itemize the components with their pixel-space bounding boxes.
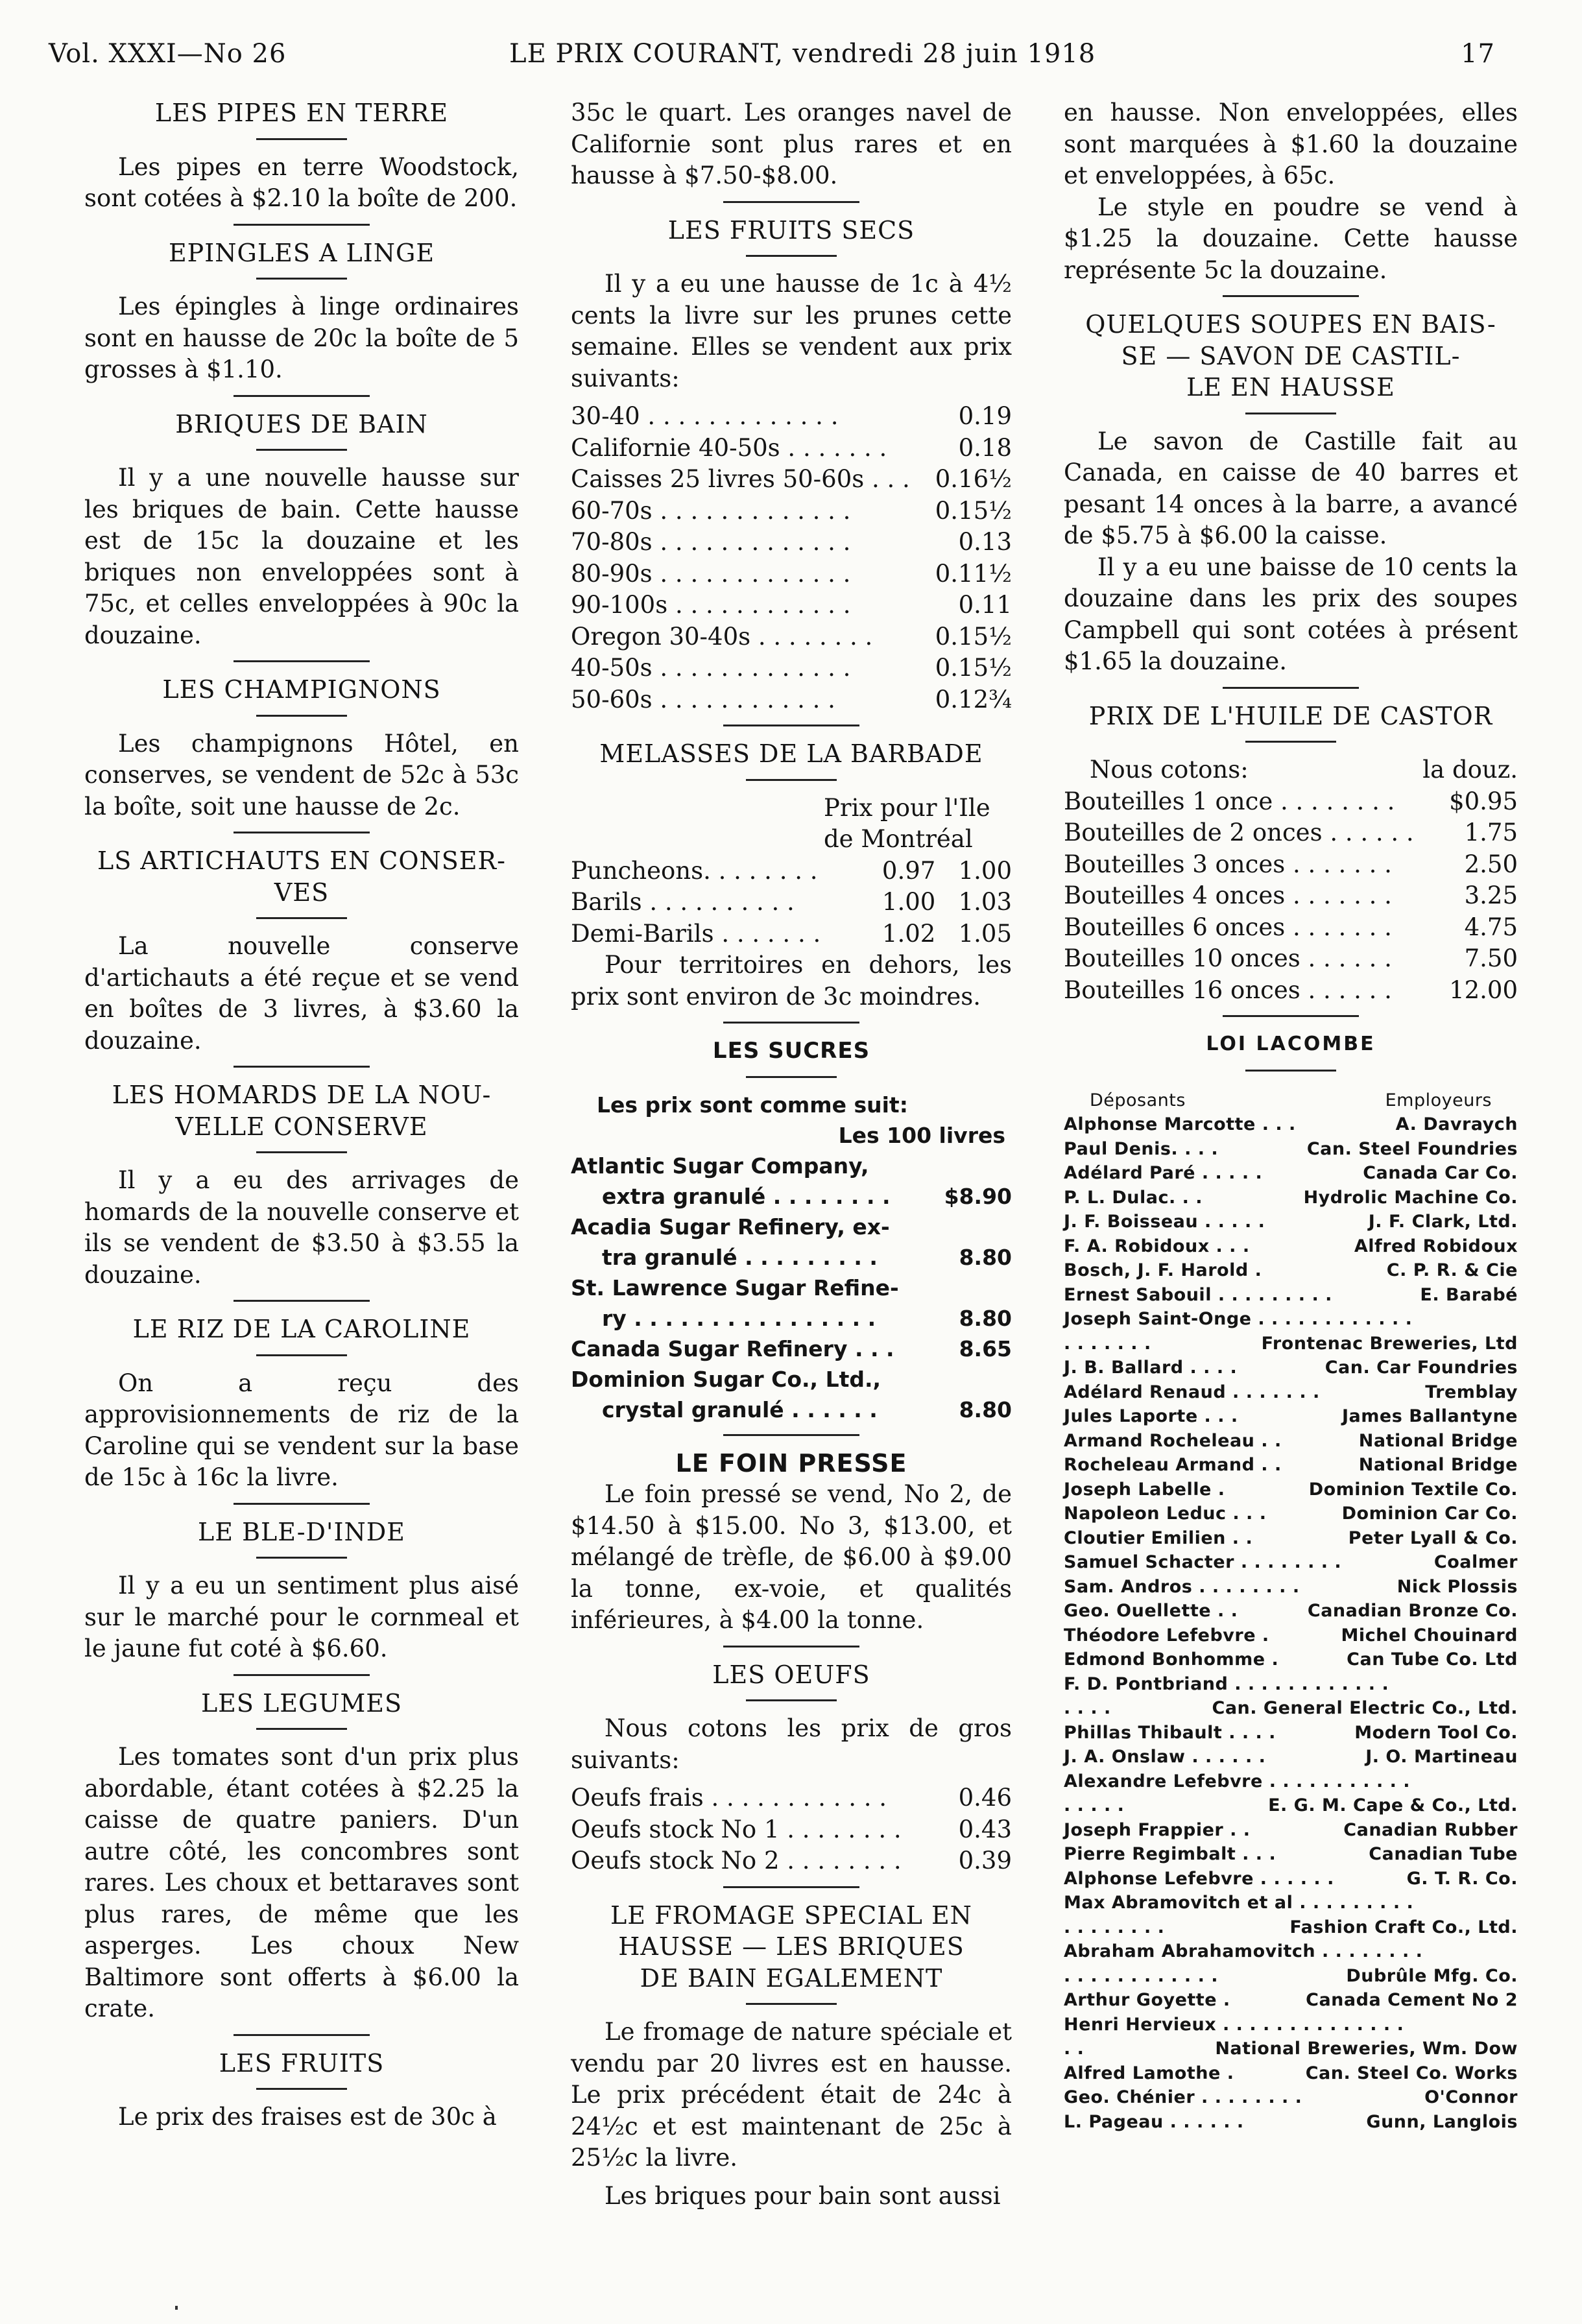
list-item <box>1064 1356 1518 1380</box>
divider <box>256 1728 347 1730</box>
employer-name: Fashion Craft Co., Ltd. <box>1289 1917 1518 1937</box>
list-item <box>1064 1453 1518 1478</box>
section-title: LES OEUFS <box>712 1660 870 1689</box>
depositor-name: J. B. Ballard . . . . <box>1064 1358 1238 1378</box>
divider <box>1245 741 1336 743</box>
list-item <box>1064 1112 1518 1137</box>
section-title: LE BLE-D'INDE <box>198 1517 405 1546</box>
price-row: Bouteilles 4 onces . . . . . . . 3.25 <box>1064 881 1518 909</box>
depositor-name: Bosch, J. F. Harold . <box>1064 1260 1262 1280</box>
article-text: Le fromage de nature spéciale et vendu par 20 livres est en hausse. Le prix précédent était de 24c à 24½c et est maintenant de 25c à 25½c la livre. <box>571 2018 1012 2172</box>
divider <box>746 255 837 257</box>
price-row: Bouteilles de 2 onces . . . . . . 1.75 <box>1064 819 1518 846</box>
depositor-name: Alphonse Lefebvre . . . . . . <box>1064 1868 1334 1889</box>
depositor-name: . . . . . . . <box>1064 1333 1151 1354</box>
employer-name: Canada Cement No 2 <box>1306 1990 1518 2010</box>
article-text: Pour territoires en dehors, les prix sont environ de 3c moindres. <box>571 951 1012 1011</box>
divider <box>1223 295 1359 297</box>
price-row: 80-90s . . . . . . . . . . . . . 0.11½ <box>571 559 1012 588</box>
divider <box>723 1434 859 1436</box>
depositor-name: . . . . <box>1064 1698 1111 1718</box>
divider <box>746 779 837 781</box>
lacombe-list <box>1064 1088 1518 2135</box>
employer-name: National Bridge <box>1358 1430 1518 1451</box>
divider <box>234 2034 370 2036</box>
depositor-name: Joseph Saint-Onge . . . . . . . . . . . . <box>1064 1309 1413 1329</box>
page-header <box>49 39 1495 80</box>
employer-name: Can Tube Co. Ltd <box>1347 1649 1518 1670</box>
divider <box>1245 1070 1336 1072</box>
employer-name: Can. Steel Co. Works <box>1305 2063 1518 2083</box>
article-text: Il y a eu une baisse de 10 cents la douzaine dans les prix des soupes Campbell qui sont cotées à présent $1.65 la douzaine. <box>1064 553 1518 675</box>
divider <box>723 1886 859 1888</box>
section-title: LE EN HAUSSE <box>1186 373 1395 401</box>
list-item <box>1064 1599 1518 1623</box>
divider <box>234 1503 370 1505</box>
employer-name: Frontenac Breweries, Ltd <box>1261 1333 1518 1354</box>
depositor-name: Samuel Schacter . . . . . . . . <box>1064 1552 1342 1572</box>
list-item <box>1064 1623 1518 1648</box>
price-row: Bouteilles 10 onces . . . . . . 7.50 <box>1064 944 1518 972</box>
section-title: DE BAIN EGALEMENT <box>640 1963 943 1993</box>
list-item <box>1064 1842 1518 1867</box>
divider <box>256 917 347 919</box>
depositor-name: Rocheleau Armand . . <box>1064 1455 1282 1475</box>
list-item <box>1064 1769 1518 1794</box>
section-title: LES PIPES EN TERRE <box>154 99 449 127</box>
employer-name: Canadian Tube <box>1369 1844 1518 1864</box>
price-row: Oeufs stock No 1 . . . . . . . . 0.43 <box>571 1815 1012 1843</box>
employer-name: Canada Car Co. <box>1363 1163 1518 1183</box>
depositor-name: Alphonse Marcotte . . . <box>1064 1114 1296 1134</box>
divider <box>256 715 347 717</box>
divider <box>256 1354 347 1356</box>
price-row: Bouteilles 1 once . . . . . . . . $0.95 <box>1064 787 1518 815</box>
list-item <box>1064 1793 1518 1818</box>
list-item <box>1064 1575 1518 1599</box>
list-item <box>1064 1647 1518 1672</box>
employer-name: E. G. M. Cape & Co., Ltd. <box>1268 1795 1518 1815</box>
depositor-name: P. L. Dulac. . . <box>1064 1187 1203 1208</box>
column-2 <box>571 97 1012 2212</box>
employer-name: O'Connor <box>1424 2087 1518 2107</box>
divider <box>256 138 347 140</box>
divider <box>723 1022 859 1024</box>
section-title: LE FROMAGE SPECIAL EN <box>610 1900 972 1930</box>
depositor-name: Arthur Goyette . <box>1064 1990 1230 2010</box>
depositor-name: Edmond Bonhomme . <box>1064 1649 1279 1670</box>
section-title: LES HOMARDS DE LA NOU- <box>112 1081 492 1109</box>
depositor-name: Jules Laporte . . . <box>1064 1406 1238 1426</box>
divider <box>746 1076 837 1078</box>
depositor-name: Geo. Chénier . . . . . . . . <box>1064 2087 1302 2107</box>
divider <box>234 224 370 226</box>
publication-title: LE PRIX COURANT, vendredi 28 juin 1918 <box>509 39 1096 69</box>
depositor-name: Paul Denis. . . . <box>1064 1138 1219 1159</box>
section-title: LE FOIN PRESSE <box>675 1448 907 1478</box>
employer-name: Dominion Textile Co. <box>1308 1479 1518 1500</box>
article-text: 35c le quart. Les oranges navel de Californie sont plus rares et en hausse à $7.50-$8.00. <box>571 99 1012 189</box>
section-title: LES FRUITS SECS <box>667 215 915 245</box>
depositor-name: Adélard Renaud . . . . . . . <box>1064 1382 1320 1402</box>
list-item <box>1064 1867 1518 1891</box>
eggs-price-list <box>571 1782 1012 1877</box>
divider <box>256 449 347 451</box>
price-row: Caisses 25 livres 50-60s . . . 0.16½ <box>571 465 1012 493</box>
list-item <box>1064 1502 1518 1526</box>
depositor-name: Geo. Ouellette . . <box>1064 1601 1238 1621</box>
price-row: Oeufs stock No 2 . . . . . . . . 0.39 <box>571 1847 1012 1875</box>
divider <box>723 1646 859 1647</box>
list-item <box>1064 1721 1518 1745</box>
divider <box>256 2088 347 2090</box>
employer-name: Tremblay <box>1425 1382 1518 1402</box>
list-item <box>1064 1988 1518 2013</box>
list-item <box>1064 1307 1518 1332</box>
price-row: Bouteilles 16 onces . . . . . . 12.00 <box>1064 976 1518 1004</box>
employer-name: Hydrolic Machine Co. <box>1303 1187 1518 1208</box>
list-item <box>1064 2037 1518 2061</box>
list-item <box>1064 1672 1518 1697</box>
castor-oil-price-list <box>1064 786 1518 1007</box>
price-row: Oeufs frais . . . . . . . . . . . . 0.46 <box>571 1784 1012 1812</box>
list-item <box>1064 2085 1518 2110</box>
section-title: PRIX DE L'HUILE DE CASTOR <box>1088 701 1493 730</box>
depositor-name: Armand Rocheleau . . <box>1064 1430 1282 1451</box>
print-mark <box>175 2306 178 2310</box>
table-heading: Nous cotons: la douz. <box>1090 756 1518 784</box>
section-title: LES FRUITS <box>219 2048 385 2078</box>
employer-name: E. Barabé <box>1420 1284 1518 1305</box>
list-item <box>1064 1526 1518 1551</box>
price-row: 40-50s . . . . . . . . . . . . . 0.15½ <box>571 654 1012 682</box>
page-number: 17 <box>1461 39 1495 69</box>
section-title: VELLE CONSERVE <box>175 1112 428 1141</box>
employer-name: G. T. R. Co. <box>1406 1868 1518 1889</box>
divider <box>234 832 370 833</box>
divider <box>256 1151 347 1153</box>
list-item <box>1064 1210 1518 1234</box>
divider <box>234 660 370 662</box>
price-row: Californie 40-50s . . . . . . . 0.18 <box>571 433 1012 462</box>
list-item <box>1064 1429 1518 1454</box>
employer-name: Can. Steel Foundries <box>1306 1138 1518 1159</box>
price-row: 50-60s . . . . . . . . . . . . 0.12¾ <box>571 685 1012 713</box>
depositor-name: Max Abramovitch et al . . . . . . . . . <box>1064 1893 1414 1913</box>
depositor-name: Ernest Sabouil . . . . . . . . . <box>1064 1284 1332 1305</box>
depositor-name: F. D. Pontbriand . . . . . . . . . . . . <box>1064 1673 1389 1694</box>
employer-name: A. Davraych <box>1395 1114 1518 1134</box>
list-item <box>1064 1234 1518 1259</box>
list-item <box>1064 1137 1518 1162</box>
price-row: 60-70s . . . . . . . . . . . . . 0.15½ <box>571 496 1012 525</box>
list-item <box>1064 1939 1518 1964</box>
depositor-name: Phillas Thibault . . . . <box>1064 1722 1276 1743</box>
list-item <box>1064 1404 1518 1429</box>
employer-name: Can. Car Foundries <box>1324 1358 1518 1378</box>
section-title: HAUSSE — LES BRIQUES <box>618 1932 965 1961</box>
list-item <box>1064 1696 1518 1721</box>
list-item <box>1064 1745 1518 1769</box>
employer-name: Michel Chouinard <box>1341 1625 1518 1646</box>
column-3 <box>1064 97 1518 2134</box>
article-text: Il y a eu des arrivages de homards de la nouvelle conserve et ils se vendent de $3.50 à $3.55 la douzaine. <box>84 1166 519 1289</box>
section-title: LES LEGUMES <box>200 1688 403 1718</box>
article-text: Les briques pour bain sont aussi <box>605 2181 1001 2210</box>
list-item <box>1064 1818 1518 1843</box>
employer-name: Modern Tool Co. <box>1354 1722 1518 1743</box>
employer-name: National Bridge <box>1358 1455 1518 1475</box>
price-row: Bouteilles 6 onces . . . . . . . 4.75 <box>1064 913 1518 941</box>
section-title: EPINGLES A LINGE <box>168 238 435 267</box>
depositor-name: Pierre Regimbalt . . . <box>1064 1844 1276 1864</box>
depositor-name: Alfred Lamothe . <box>1064 2063 1234 2083</box>
article-text: Il y a une nouvelle hausse sur les briques de bain. Cette hausse est de 15c la douzaine et les briques non enveloppées sont à 75c, et celles enveloppées à 90c la douzaine. <box>84 464 519 649</box>
list-item <box>1064 1550 1518 1575</box>
employer-name: Nick Plossis <box>1396 1576 1518 1597</box>
employer-name: National Breweries, Wm. Dow <box>1215 2039 1518 2059</box>
price-row: Barils . . . . . . . . . . 1.00 1.03 <box>571 888 1012 916</box>
list-item <box>1064 1161 1518 1186</box>
list-item <box>1064 2110 1518 2135</box>
section-title: LES SUCRES <box>712 1038 870 1064</box>
article-text: Il y a eu un sentiment plus aisé sur le marché pour le cornmeal et le jaune fut coté à $6.60. <box>84 1572 519 1662</box>
employer-name: Dubrûle Mfg. Co. <box>1346 1965 1518 1986</box>
column-1 <box>84 97 519 2140</box>
depositor-name: L. Pageau . . . . . . <box>1064 2111 1244 2132</box>
depositor-name: F. A. Robidoux . . . <box>1064 1236 1250 1256</box>
article-text: Le prix des fraises est de 30c à <box>118 2103 497 2131</box>
article-text: Il y a eu une hausse de 1c à 4½ cents la livre sur les prunes cette semaine. Elles se vendent aux prix suivants: <box>571 270 1012 392</box>
depositor-name: Alexandre Lefebvre . . . . . . . . . . . <box>1064 1771 1411 1791</box>
price-row: Bouteilles 3 onces . . . . . . . 2.50 <box>1064 850 1518 878</box>
volume-number: Vol. XXXI—No 26 <box>49 39 287 69</box>
price-row: Demi-Barils . . . . . . . 1.02 1.05 <box>571 919 1012 948</box>
depositor-name: . . . . . <box>1064 1795 1125 1815</box>
employer-name: Canadian Bronze Co. <box>1307 1601 1518 1621</box>
depositor-name: Théodore Lefebvre . <box>1064 1625 1269 1646</box>
employer-name: J. F. Clark, Ltd. <box>1368 1212 1518 1232</box>
divider <box>746 1699 837 1701</box>
depositor-name: Adélard Paré . . . . . <box>1064 1163 1263 1183</box>
divider <box>234 395 370 397</box>
employer-name: Alfred Robidoux <box>1354 1236 1518 1256</box>
price-row: Oregon 30-40s . . . . . . . . 0.15½ <box>571 622 1012 651</box>
price-row: 90-100s . . . . . . . . . . . . 0.11 <box>571 591 1012 619</box>
article-text: Les tomates sont d'un prix plus abordable, étant cotées à $2.25 la caisse de quatre paniers. D'un autre côté, les concombres sont rares. Les choux et bettaraves sont plus rares, de même que les asperges. Les choux New Baltimore sont offerts à $6.00 la crate. <box>84 1743 519 2022</box>
depositor-name: Joseph Frappier . . <box>1064 1819 1251 1840</box>
section-title: LOI LACOMBE <box>1206 1033 1376 1055</box>
article-text: On a reçu des approvisionnements de riz de la Caroline qui se vendent sur la base de 15c à 16c la livre. <box>84 1369 519 1491</box>
section-title: BRIQUES DE BAIN <box>175 409 428 438</box>
article-text: La nouvelle conserve d'artichauts a été reçue et se vend en boîtes de 3 livres, à $3.60 la douzaine. <box>84 932 519 1055</box>
depositor-name: . . . . . . . . . . . . <box>1064 1965 1218 1986</box>
employer-name: James Ballantyne <box>1342 1406 1518 1426</box>
divider <box>723 201 859 203</box>
list-item <box>1064 1891 1518 1915</box>
divider <box>1223 1015 1359 1017</box>
list-item <box>1064 1186 1518 1210</box>
employer-name: Peter Lyall & Co. <box>1348 1527 1518 1548</box>
divider <box>1223 687 1359 689</box>
divider <box>234 1674 370 1676</box>
depositor-name: Henri Hervieux . . . . . . . . . . . . . . <box>1064 2014 1404 2035</box>
divider <box>1245 413 1336 414</box>
list-item <box>1064 1332 1518 1356</box>
list-item <box>1064 2061 1518 2086</box>
list-item <box>1064 1915 1518 1940</box>
depositor-name: J. A. Onslaw . . . . . . <box>1064 1747 1266 1767</box>
section-title: LS ARTICHAUTS EN CONSER- <box>97 846 506 875</box>
prunes-price-list <box>571 401 1012 715</box>
depositor-name: Napoleon Leduc . . . <box>1064 1503 1267 1524</box>
depositor-name: Sam. Andros . . . . . . . . <box>1064 1576 1300 1597</box>
article-text: Les pipes en terre Woodstock, sont cotées à $2.10 la boîte de 200. <box>84 152 519 212</box>
list-heading: Déposants Employeurs <box>1090 1090 1492 1110</box>
section-title: QUELQUES SOUPES EN BAIS- <box>1085 310 1496 339</box>
employer-name: Dominion Car Co. <box>1341 1503 1518 1524</box>
article-text: Le foin pressé se vend, No 2, de $14.50 à $15.00. No 3, $13.00, et mélangé de trèfle, de $6.00 à $9.00 la tonne, ex-voie, et qualités inférieures, à $4.00 la tonne. <box>571 1480 1012 1634</box>
depositor-name: Joseph Labelle . <box>1064 1479 1225 1500</box>
employer-name: J. O. Martineau <box>1365 1747 1518 1767</box>
price-row: 30-40 . . . . . . . . . . . . . 0.19 <box>571 402 1012 430</box>
divider <box>234 1066 370 1068</box>
list-item <box>1064 1478 1518 1502</box>
divider <box>723 725 859 726</box>
section-title: LE RIZ DE LA CAROLINE <box>132 1315 471 1343</box>
list-item <box>1064 1258 1518 1283</box>
depositor-name: Cloutier Emilien . . <box>1064 1527 1253 1548</box>
depositor-name: Abraham Abrahamovitch . . . . . . . . <box>1064 1941 1423 1961</box>
article-text: Nous cotons les prix de gros suivants: <box>571 1714 1012 1774</box>
list-item <box>1064 1380 1518 1405</box>
section-title: VES <box>274 878 330 907</box>
price-row: Puncheons. . . . . . . . 0.97 1.00 <box>571 856 1012 885</box>
article-text: Les champignons Hôtel, en conserves, se vendent de 52c à 53c la boîte, soit une hausse de 2c. <box>84 729 519 821</box>
list-item <box>1064 1283 1518 1308</box>
melasses-price-list <box>571 856 1012 950</box>
divider <box>256 278 347 280</box>
table-heading: Prix pour l'Ile de Montréal <box>824 793 990 853</box>
employer-name: Can. General Electric Co., Ltd. <box>1212 1698 1518 1718</box>
article-text: Le savon de Castille fait au Canada, en caisse de 40 barres et pesant 14 onces à la barre, a avancé de $5.75 à $6.00 la caisse. <box>1064 427 1518 549</box>
article-text: Les épingles à linge ordinaires sont en hausse de 20c la boîte de 5 grosses à $1.10. <box>84 293 519 383</box>
depositor-name: . . <box>1064 2039 1085 2059</box>
list-item <box>1064 1964 1518 1989</box>
divider <box>234 1300 370 1302</box>
employer-name: Canadian Rubber <box>1343 1819 1518 1840</box>
article-text: Le style en poudre se vend à $1.25 la douzaine. Cette hausse représente 5c la douzaine. <box>1064 193 1518 284</box>
employer-name: Coalmer <box>1433 1552 1518 1572</box>
article-text: en hausse. Non enveloppées, elles sont marquées à $1.60 la douzaine et enveloppées, à 65c. <box>1064 99 1518 189</box>
sugar-price-list: Les prix sont comme suit: Les 100 livres Atlantic Sugar Company, extra granulé . . . . . . . . $8.90 Acadia Sugar Refinery, ex- tra granulé . . . . . . . . . 8.80 St. Lawrence Sugar Refine- ry . . . . . . . . . . . . . . . . 8.80 Canada Sugar Refinery . . . 8.65 Dominion Sugar Co., Ltd., crystal granulé . . . . . . 8.80 <box>571 1092 1012 1422</box>
section-title: MELASSES DE LA BARBADE <box>599 739 983 768</box>
section-title: SE — SAVON DE CASTIL- <box>1121 341 1461 370</box>
price-row: 70-80s . . . . . . . . . . . . . 0.13 <box>571 528 1012 556</box>
list-item <box>1064 2013 1518 2037</box>
depositor-name: J. F. Boisseau . . . . . <box>1064 1212 1265 1232</box>
divider <box>256 1557 347 1559</box>
depositor-name: . . . . . . . . <box>1064 1917 1165 1937</box>
employer-name: C. P. R. & Cie <box>1386 1260 1518 1280</box>
divider <box>746 2003 837 2005</box>
section-title: LES CHAMPIGNONS <box>162 675 441 704</box>
employer-name: Gunn, Langlois <box>1366 2111 1518 2132</box>
